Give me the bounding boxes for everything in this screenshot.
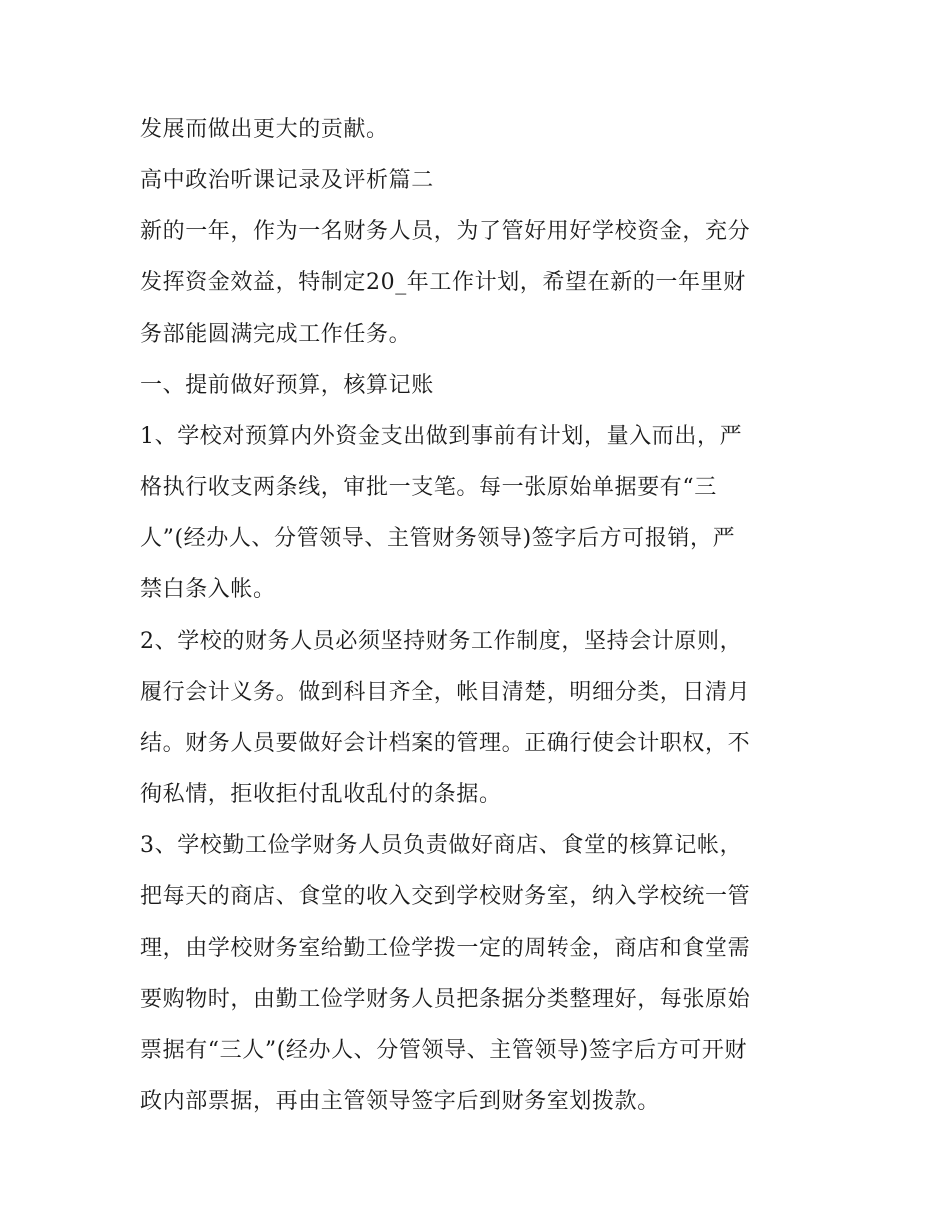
text-line: 务部能圆满完成工作任务。 [140,322,412,347]
text-line: 禁白条入帐。 [140,577,276,602]
text-line: 1、学校对预算内外资金支出做到事前有计划，量入而出，严 [140,424,743,449]
text-line: 格执行收支两条线，审批一支笔。每一张原始单据要有“三 [140,475,717,500]
text-line: 发挥资金效益，特制定20_年工作计划，希望在新的一年里财 [140,270,746,295]
subsection-heading: 一、提前做好预算，核算记账 [140,373,434,398]
text-line: 发展而做出更大的贡献。 [140,117,389,142]
text-line: 票据有“三人”(经办人、分管领导、主管领导)签字后方可开财 [140,1038,748,1063]
text-line: 徇私情，拒收拒付乱收乱付的条据。 [140,782,502,807]
text-line: 3、学校勤工俭学财务人员负责做好商店、食堂的核算记帐， [140,833,743,858]
text-line: 政内部票据，再由主管领导签字后到财务室划拨款。 [140,1089,660,1114]
text-line: 理，由学校财务室给勤工俭学拨一定的周转金，商店和食堂需 [140,936,751,961]
text-line: 结。财务人员要做好会计档案的管理。正确行使会计职权，不 [140,731,751,756]
section-heading: 高中政治听课记录及评析篇二 [140,168,434,193]
text-line: 履行会计义务。做到科目齐全，帐目清楚，明细分类，日清月 [140,680,751,705]
text-line: 要购物时，由勤工俭学财务人员把条据分类整理好，每张原始 [140,987,751,1012]
text-line: 2、学校的财务人员必须坚持财务工作制度，坚持会计原则， [140,629,743,654]
text-line: 人”(经办人、分管领导、主管财务领导)签字后方可报销，严 [140,526,736,551]
text-line: 把每天的商店、食堂的收入交到学校财务室，纳入学校统一管 [140,884,751,909]
text-line: 新的一年，作为一名财务人员，为了管好用好学校资金，充分 [140,219,751,244]
